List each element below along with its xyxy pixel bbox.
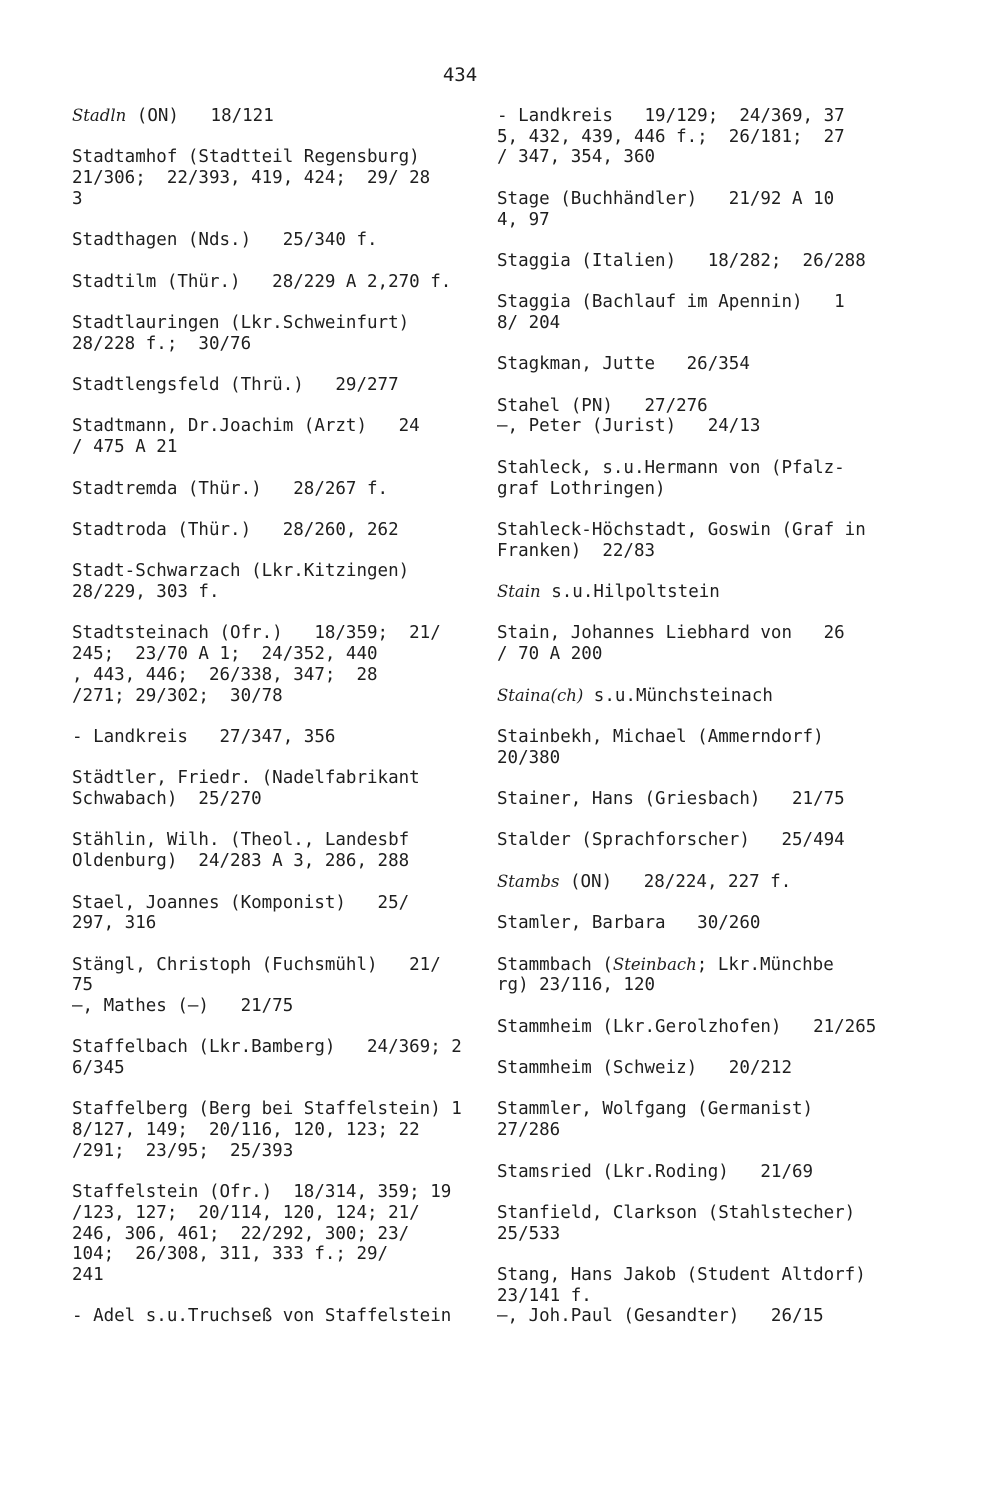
entry-text: 23/141 f. [497,1285,592,1306]
entry-text: Stammler, Wolfgang (Germanist) [497,1099,824,1120]
entry-text: Stainbekh, Michael (Ammerndorf) [497,726,824,747]
entry-text: Stadtilm (Thür.) 28/229 A 2,270 f. [72,271,452,292]
entry-text: Stadtmann, Dr.Joachim (Arzt) 24 [72,416,420,437]
entry-text: Stalder (Sprachforscher) 25/494 [497,830,845,851]
index-entry [72,375,472,396]
entry-text: 245; 23/70 A 1; 24/352, 440 [72,644,378,665]
entry-text: Stahleck-Höchstadt, Goswin (Graf in [497,519,877,540]
index-entry [497,189,897,230]
index-entry [497,1099,897,1140]
entry-text: Stanfield, Clarkson (Stahlstecher) [497,1202,856,1223]
entry-text: Stadthagen (Nds.) 25/340 f. [72,230,378,251]
index-entry [72,313,472,354]
index-entry [497,789,897,810]
index-entry [497,458,897,499]
index-entry [497,955,897,996]
entry-text: Städtler, Friedr. (Nadelfabrikant [72,768,431,789]
entry-text: 5, 432, 439, 446 f.; 26/181; 27 [497,126,845,147]
entry-text: Stadtremda (Thür.) 28/267 f. [72,478,389,499]
entry-text: 104; 26/308, 311, 333 f.; 29/ [72,1244,389,1265]
index-entry [72,561,472,602]
index-entry [72,1182,472,1286]
entry-text: Stadtroda (Thür.) 28/260, 262 [72,519,399,540]
index-entry [497,913,897,934]
entry-text: Stadtsteinach (Ofr.) 18/359; 21/ [72,623,452,644]
entry-text: Stadt-Schwarzach (Lkr.Kitzingen) [72,561,420,582]
italic-term: Stain [497,582,541,602]
index-entry [497,292,897,333]
index-entry [72,727,472,748]
entry-text: Stahleck, s.u.Hermann von (Pfalz- [497,457,856,478]
page-number: 434 [442,64,478,86]
index-entry [72,230,472,251]
index-entry [72,830,472,871]
entry-text: Stadtlengsfeld (Thrü.) 29/277 [72,375,399,396]
entry-text: / 70 A 200 [497,644,603,665]
entry-text: Oldenburg) 24/283 A 3, 286, 288 [72,851,410,872]
index-entry [497,1306,897,1327]
entry-text: Staffelstein (Ofr.) 18/314, 359; 19 [72,1182,452,1203]
entry-text: Stahel (PN) 27/276 [497,395,708,416]
index-column-right [497,106,897,1348]
index-entry [497,106,897,168]
entry-text: 246, 306, 461; 22/292, 300; 23/ [72,1223,410,1244]
index-entry [72,1306,472,1327]
index-entry [72,955,472,996]
entry-text: 25/533 [497,1223,561,1244]
entry-text: Stadtlauringen (Lkr.Schweinfurt) [72,312,420,333]
entry-text: 6/345 [72,1058,125,1079]
entry-text: 241 [72,1265,104,1286]
index-entry [497,416,897,437]
entry-text: Staggia (Bachlauf im Apennin) 1 [497,292,845,313]
entry-text: /123, 127; 20/114, 120, 124; 21/ [72,1202,420,1223]
entry-text: rg) 23/116, 120 [497,975,656,996]
entry-text: Stage (Buchhändler) 21/92 A 10 [497,188,835,209]
entry-text: Stagkman, Jutte 26/354 [497,354,750,375]
index-entry [497,396,897,417]
entry-text: Stain, Johannes Liebhard von 26 [497,623,845,644]
entry-text: Stael, Joannes (Komponist) 25/ [72,892,420,913]
index-entry [497,686,897,707]
entry-text: 27/286 [497,1120,561,1141]
entry-text: —, Peter (Jurist) 24/13 [497,416,761,437]
entry-text: 4, 97 [497,209,550,230]
entry-text: Schwabach) 25/270 [72,789,262,810]
entry-text: Stammheim (Lkr.Gerolzhofen) 21/265 [497,1016,877,1037]
entry-text: 8/ 204 [497,312,561,333]
index-entry [497,1265,897,1306]
index-entry [72,1037,472,1078]
index-entry [497,1162,897,1183]
entry-text: 21/306; 22/393, 419, 424; 29/ 28 [72,168,431,189]
index-entry [497,251,897,272]
index-entry [72,768,472,809]
index-entry [497,830,897,851]
index-entry [72,479,472,500]
entry-text: Stamsried (Lkr.Roding) 21/69 [497,1161,814,1182]
entry-text: ; Lkr.Münchbe [696,954,834,975]
index-entry [72,893,472,934]
index-column-left [72,106,472,1348]
index-entry [497,520,897,561]
index-entry [497,872,897,893]
index-entry [497,1203,897,1244]
index-entry [72,996,472,1017]
entry-text: (ON) 28/224, 227 f. [559,871,792,892]
italic-term: Staina(ch) [497,685,584,705]
index-entry [72,1099,472,1161]
index-entry [497,1017,897,1038]
entry-text: s.u.Hilpoltstein [540,582,720,603]
entry-text: /271; 29/302; 30/78 [72,685,283,706]
entry-text: - Adel s.u.Truchseß von Staffelstein [72,1306,452,1327]
index-entry [72,623,472,706]
entry-text: 20/380 [497,747,561,768]
entry-text: Staffelberg (Berg bei Staffelstein) 1 [72,1099,462,1120]
entry-text: , 443, 446; 26/338, 347; 28 [72,664,378,685]
index-entry [72,106,472,127]
entry-text: Stammheim (Schweiz) 20/212 [497,1058,793,1079]
index-entry [497,354,897,375]
entry-text: Stang, Hans Jakob (Student Altdorf) [497,1265,866,1286]
entry-text: Stainer, Hans (Griesbach) 21/75 [497,789,845,810]
entry-text: 297, 316 [72,913,157,934]
entry-text: —, Joh.Paul (Gesandter) 26/15 [497,1306,824,1327]
entry-text: - Landkreis 19/129; 24/369, 37 [497,106,845,126]
entry-text: /291; 23/95; 25/393 [72,1140,294,1161]
italic-term: Stambs [497,871,560,891]
entry-text: Stängl, Christoph (Fuchsmühl) 21/ [72,954,441,975]
entry-text: —, Mathes (—) 21/75 [72,996,294,1016]
entry-text: - Landkreis 27/347, 356 [72,726,336,747]
entry-text: Staffelbach (Lkr.Bamberg) 24/369; 2 [72,1037,462,1058]
index-entry [72,520,472,541]
entry-text: 8/127, 149; 20/116, 120, 123; 22 [72,1120,420,1141]
entry-text: Stammbach ( [497,954,613,975]
entry-text: Stählin, Wilh. (Theol., Landesbf [72,830,420,851]
entry-text: Staggia (Italien) 18/282; 26/288 [497,250,866,271]
entry-text: s.u.Münchsteinach [583,685,773,706]
entry-text: 28/228 f.; 30/76 [72,333,252,354]
italic-term: Steinbach [612,954,697,974]
entry-text: Stamler, Barbara 30/260 [497,913,761,934]
index-entry [497,623,897,664]
index-entry [72,272,472,293]
entry-text: 3 [72,188,83,209]
entry-text: / 347, 354, 360 [497,147,656,168]
index-entry [497,582,897,603]
index-entry [72,147,472,209]
entry-text: Franken) 22/83 [497,540,656,561]
entry-text: (ON) 18/121 [126,106,274,126]
index-entry [497,1058,897,1079]
entry-text: graf Lothringen) [497,478,666,499]
index-entry [72,416,472,457]
entry-text: Stadtamhof (Stadtteil Regensburg) [72,147,420,168]
index-entry [497,727,897,768]
italic-term: Stadln [72,106,127,125]
entry-text: / 475 A 21 [72,437,178,458]
entry-text: 75 [72,975,94,996]
entry-text: 28/229, 303 f. [72,582,220,603]
